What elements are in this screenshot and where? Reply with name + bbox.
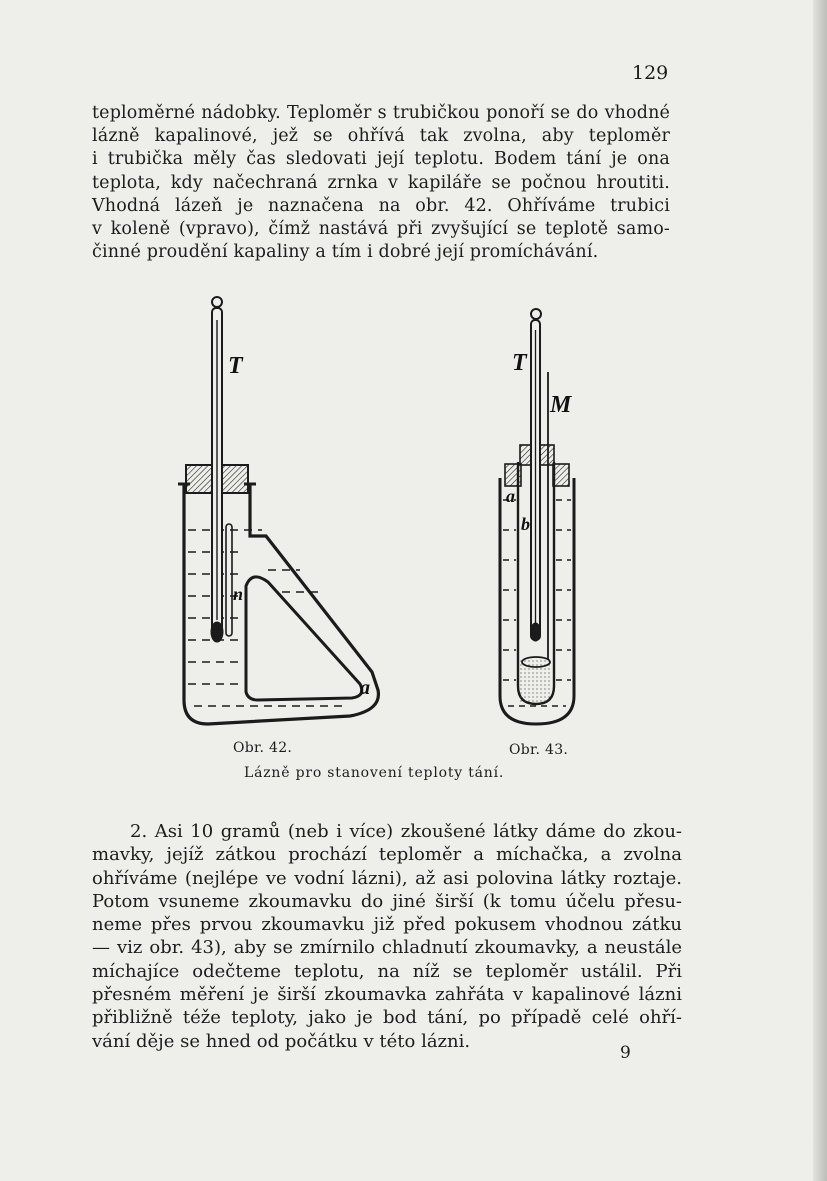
caption-fig43: Obr. 43. <box>509 742 569 758</box>
fig42-melting-tube <box>226 524 232 636</box>
fig42-label-T: T <box>228 353 243 379</box>
caption-main: Lázně pro stanovení teploty tání. <box>244 765 505 781</box>
fig43-label-b: b <box>521 514 530 534</box>
fig42-thermometer-loop <box>212 297 222 307</box>
caption-fig42: Obr. 42. <box>233 740 293 756</box>
fig43-label-M: M <box>550 392 572 418</box>
text-line: v koleně (vpravo), čímž nastává při zvyšující se teplotě samo- <box>92 219 670 240</box>
text-line: 2. Asi 10 gramů (neb i více) zkoušené látky dáme do zkou- <box>130 821 682 842</box>
paragraph-1 <box>92 102 670 264</box>
text-line: přibližně téže teploty, jako je bod tání, po případě celé ohří- <box>92 1007 682 1029</box>
page-number: 129 <box>632 62 669 84</box>
text-line: Vhodná lázeň je naznačena na obr. 42. Ohříváme trubici <box>92 195 670 216</box>
text-line: lázně kapalinové, jež se ohřívá tak zvolna, aby teploměr <box>92 126 670 147</box>
signature-mark: 9 <box>620 1043 631 1063</box>
text-line: teploměrné nádobky. Teploměr s trubičkou ponoří se do vhodné <box>92 103 670 123</box>
fig43-label-T: T <box>512 350 527 376</box>
text-line: přesném měření je širší zkoumavka zahřáta v kapalinové lázni <box>92 984 682 1006</box>
text-line: Potom vsuneme zkoumavku do jiné širší (k tomu účelu přesu- <box>92 890 682 912</box>
fig42-label-n: n <box>233 584 244 604</box>
fig43-label-a: a <box>506 486 515 506</box>
fig42-apparatus <box>178 297 378 724</box>
text-line: i trubička měly čas sledovati její teplotu. Bodem tání je ona <box>92 149 670 170</box>
page-edge-shadow <box>813 0 827 1181</box>
text-line: teplota, kdy načechraná zrnka v kapiláře se počnou hroutiti. <box>92 172 670 193</box>
text-line: neme přes prvou zkoumavku již před pokusem vhodnou zátku <box>92 914 682 936</box>
text-line: — viz obr. 43), aby se zmírnilo chladnutí zkoumavky, a neustále <box>92 937 682 959</box>
text-line: činné proudění kapaliny a tím i dobré její promíchávání. <box>92 242 599 263</box>
text-line: mavky, jejíž zátkou prochází teploměr a míchačka, a zvolna <box>92 844 682 866</box>
paragraph-2 <box>92 820 682 1053</box>
text-line: ohříváme (nejlépe ve vodní lázni), až asi polovina látky roztaje. <box>92 867 682 889</box>
text-line: míchajíce odečteme teplotu, na níž se teploměr ustálil. Při <box>92 960 682 982</box>
fig42-label-a: a <box>360 677 370 699</box>
fig43-thermometer-loop <box>531 309 541 319</box>
text-line: vání děje se hned od počátku v této lázni. <box>92 1030 471 1052</box>
figure-melting-point-baths <box>170 290 610 740</box>
